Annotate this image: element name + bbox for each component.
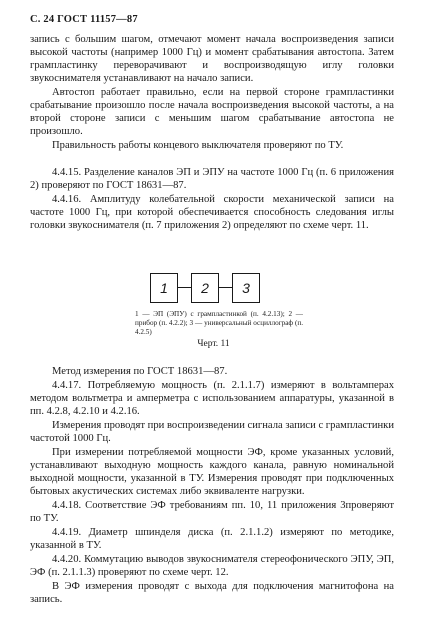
diagram-connector [219,287,232,288]
diagram-box-2: 2 [191,273,219,303]
paragraph-2: Автостоп работает правильно, если на первой стороне грампластинки срабатывание произошло после начала воспроизведения высокой частоты, а на второй стороне записи с меньшим шагом срабатывание автостопа не произошло. [30,87,394,138]
paragraph-6: Метод измерения по ГОСТ 18631—87. [52,366,228,377]
page-header: С. 24 ГОСТ 11157—87 [30,14,138,25]
paragraph-7: 4.4.17. Потребляемую мощность (п. 2.1.1.7) измеряют в вольтамперах методом вольтметра и амперметра с использованием аппаратуры, указанной в пп. 4.2.8, 4.2.10 и 4.2.16. [30,380,394,418]
diagram-connector [178,287,191,288]
paragraph-1: запись с большим шагом, отмечают момент начала воспроизведения записи высокой частоты (например 1000 Гц) и момент срабатывания автостопа. Затем грампластинку переворачивают и воспроизводящую иглу головки звукоснимателя устанавливают на начало записи. [30,34,394,85]
paragraph-13: В ЭФ измерения проводят с выхода для подключения магнитофона на запись. [30,581,394,606]
diagram-box-3: 3 [232,273,260,303]
paragraph-12: 4.4.20. Коммутацию выводов звукоснимателя стереофонического ЭПУ, ЭП, ЭФ (п. 2.1.1.3) проверяют по схеме черт. 12. [30,554,394,579]
paragraph-9: При измерении потребляемой мощности ЭФ, кроме указанных условий, устанавливают выходную мощность каждого канала, равную номинальной выходной мощности, указанной в ТУ. Измерения проводят при подключенных бытовых акустических системах либо эквиваленте нагрузки. [30,447,394,498]
figure-legend: 1 — ЭП (ЭПУ) с грампластинкой (п. 4.2.13); 2 — прибор (п. 4.2.2); 3 — универсальный осциллограф (п. 4.2.5) [135,310,303,337]
paragraph-11: 4.4.19. Диаметр шпинделя диска (п. 2.1.1.2) измеряют по методике, указанной в ТУ. [30,527,394,552]
block-diagram [150,273,270,305]
paragraph-10: 4.4.18. Соответствие ЭФ требованиям пп. 10, 11 приложения 3проверяют по ТУ. [30,500,394,525]
paragraph-5: 4.4.16. Амплитуду колебательной скорости механической записи на частоте 1000 Гц, при которой обеспечивается способность следования иглы головки звукоснимателя (п. 7 приложения 2) определяют по схеме черт. 11. [30,194,394,232]
paragraph-8: Измерения проводят при воспроизведении сигнала записи с грампластинки частотой 1000 Гц. [30,420,394,445]
paragraph-4: 4.4.15. Разделение каналов ЭП и ЭПУ на частоте 1000 Гц (п. 6 приложения 2) проверяют по ГОСТ 18631—87. [30,167,394,192]
paragraph-3: Правильность работы концевого выключателя проверяют по ТУ. [52,140,344,151]
diagram-box-1: 1 [150,273,178,303]
figure-title: Черт. 11 [197,339,230,349]
